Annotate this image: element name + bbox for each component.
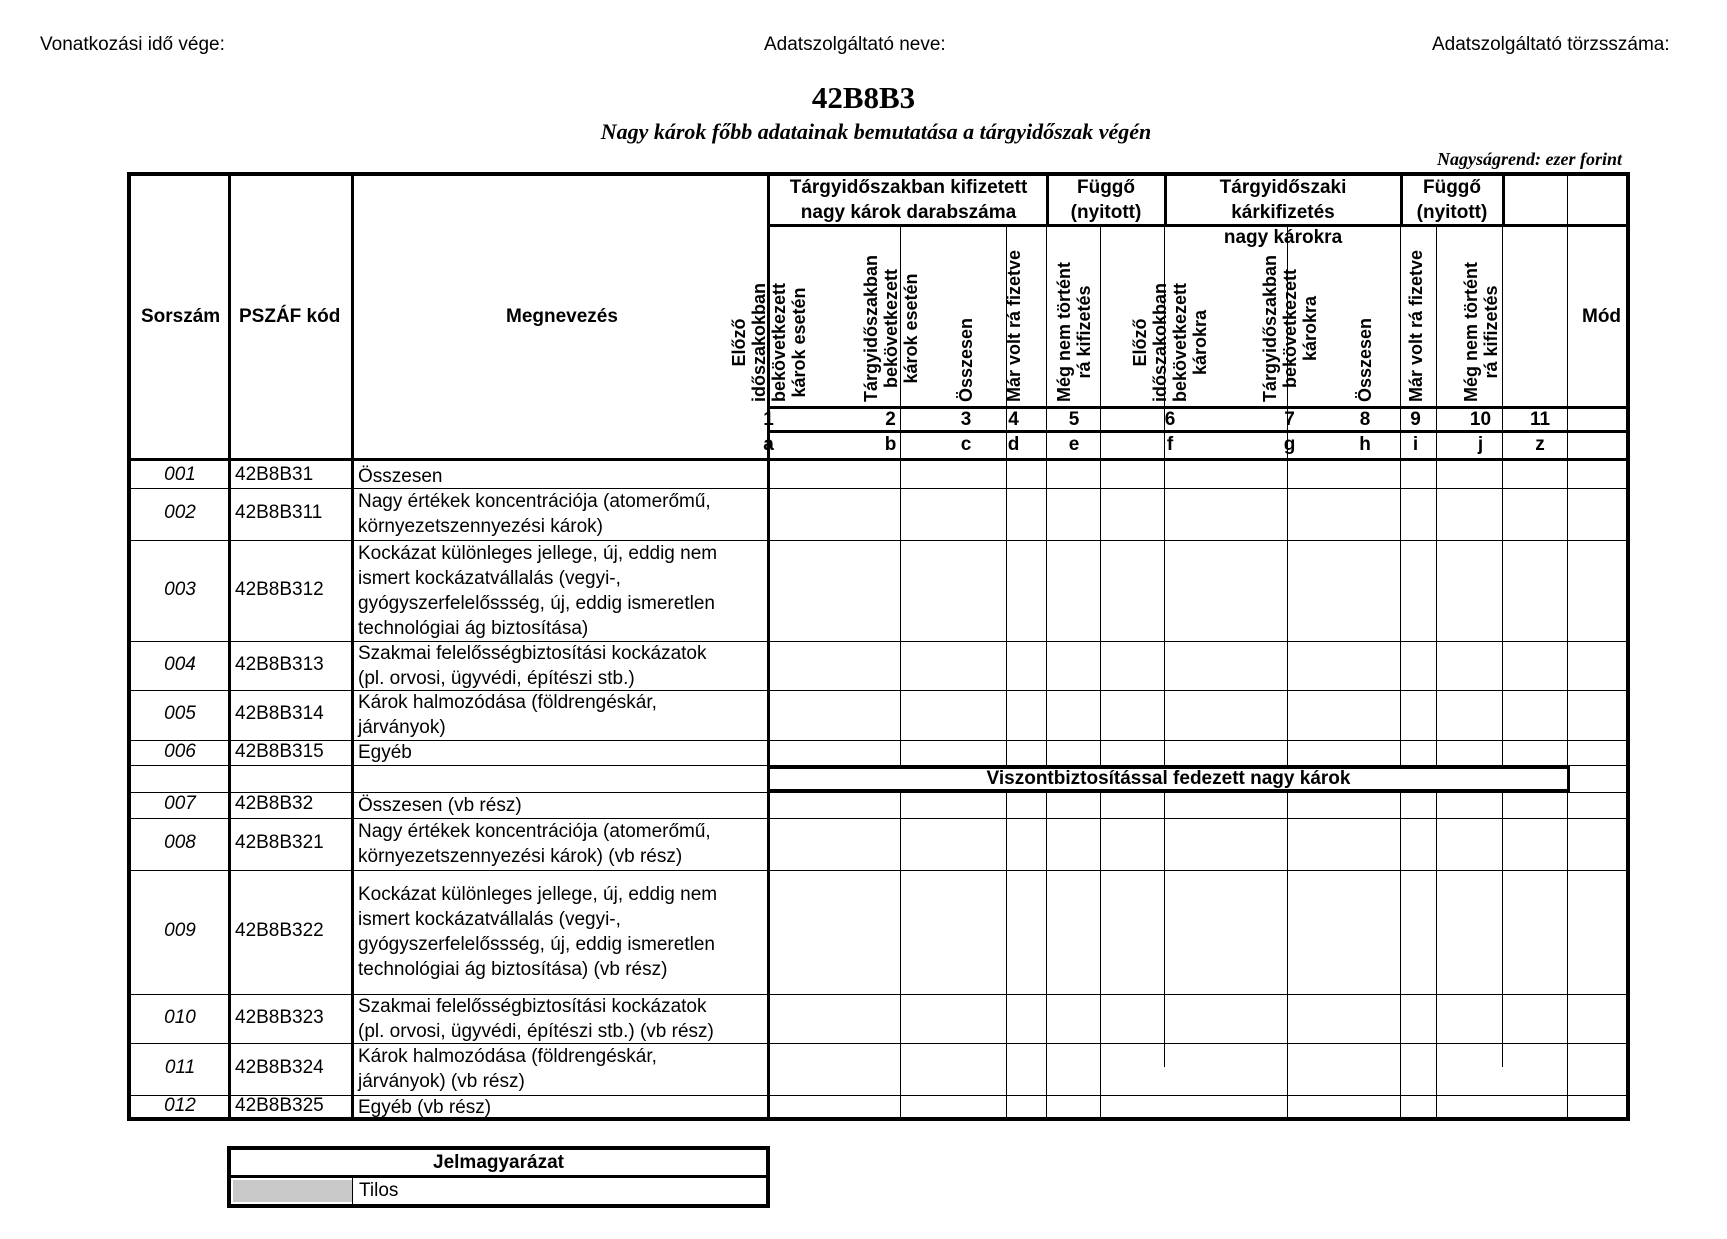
row-megnevezes bbox=[358, 740, 778, 765]
row-pszaf-kod: 42B8B325 bbox=[235, 1095, 324, 1116]
header-pszaf-kod: PSZÁF kód bbox=[239, 306, 341, 327]
row-megnevezes bbox=[358, 464, 778, 489]
column-header-6: Előző időszakokban bekövetkezett károkra bbox=[1130, 282, 1210, 402]
row-pszaf-kod: 42B8B324 bbox=[235, 1057, 324, 1078]
group-header-2: Függő (nyitott) bbox=[1070, 177, 1142, 223]
provider-id-label: Adatszolgáltató törzsszáma: bbox=[1432, 34, 1670, 55]
row-megnevezes bbox=[358, 793, 778, 818]
group-header-3: Tárgyidőszaki kárkifizetés nagy károkra bbox=[1219, 177, 1347, 248]
row-megnevezes bbox=[358, 641, 778, 691]
row-megnevezes-line: környezetszennyezési károk) (vb rész) bbox=[358, 846, 683, 867]
column-number-2: 2 bbox=[885, 409, 896, 430]
row-megnevezes-line: Károk halmozódása (földrengéskár, bbox=[358, 692, 657, 713]
row-sorszam: 009 bbox=[164, 920, 196, 941]
data-table bbox=[127, 172, 1630, 1121]
row-megnevezes-line: gyógyszerfelelőssség, új, eddig ismeretlen bbox=[358, 934, 715, 955]
column-letter-j: j bbox=[1477, 434, 1484, 455]
column-letter-h: h bbox=[1359, 434, 1371, 455]
row-pszaf-kod: 42B8B311 bbox=[235, 502, 323, 523]
row-megnevezes-line: Egyéb (vb rész) bbox=[358, 1097, 492, 1118]
column-number-1: 1 bbox=[763, 409, 774, 430]
header-mod: Mód bbox=[1582, 306, 1622, 327]
row-pszaf-kod: 42B8B313 bbox=[235, 653, 324, 675]
row-megnevezes-line: ismert kockázatvállalás (vegyi-, bbox=[358, 568, 621, 589]
row-megnevezes-line: Összesen bbox=[358, 466, 443, 487]
row-pszaf-kod: 42B8B323 bbox=[235, 1006, 324, 1028]
row-megnevezes-line: technológiai ág biztosítása) bbox=[358, 618, 589, 639]
row-pszaf-kod: 42B8B312 bbox=[235, 578, 324, 600]
row-megnevezes-line: Szakmai felelősségbiztosítási kockázatok bbox=[358, 643, 707, 664]
row-megnevezes bbox=[358, 690, 778, 740]
column-header-9: Már volt rá fizetve bbox=[1406, 249, 1426, 402]
row-megnevezes-line: ismert kockázatvállalás (vegyi-, bbox=[358, 909, 621, 930]
row-megnevezes-line: Kockázat különleges jellege, új, eddig nem bbox=[358, 884, 718, 905]
row-megnevezes-line: Nagy értékek koncentrációja (atomerőmű, bbox=[358, 821, 711, 842]
group-header-1: Tárgyidőszakban kifizetett nagy károk darabszáma bbox=[789, 177, 1028, 223]
row-megnevezes-line: környezetszennyezési károk) bbox=[358, 516, 603, 537]
row-megnevezes-line: (pl. orvosi, ügyvédi, építészi stb.) (vb rész) bbox=[358, 1021, 714, 1042]
column-number-10: 10 bbox=[1469, 409, 1492, 430]
row-sorszam: 001 bbox=[164, 464, 196, 485]
column-letter-g: g bbox=[1283, 434, 1296, 455]
column-number-8: 8 bbox=[1359, 409, 1371, 430]
column-letter-z: z bbox=[1535, 434, 1545, 455]
row-megnevezes-line: technológiai ág biztosítása) (vb rész) bbox=[358, 959, 668, 980]
column-header-4: Már volt rá fizetve bbox=[1004, 249, 1024, 402]
row-megnevezes-line: Kockázat különleges jellege, új, eddig nem bbox=[358, 543, 718, 564]
section-header: Viszontbiztosítással fedezett nagy károk bbox=[986, 768, 1351, 789]
form-subtitle: Nagy károk főbb adatainak bemutatása a tárgyidőszak végén bbox=[600, 119, 1152, 144]
column-header-8: Összesen bbox=[1355, 317, 1375, 402]
legend-title: Jelmagyarázat bbox=[433, 1152, 564, 1173]
row-sorszam: 011 bbox=[164, 1057, 196, 1078]
row-megnevezes bbox=[358, 882, 778, 982]
row-megnevezes-line: gyógyszerfelelőssség, új, eddig ismeretlen bbox=[358, 593, 715, 614]
row-sorszam: 008 bbox=[164, 832, 196, 853]
column-letter-c: c bbox=[960, 434, 972, 455]
row-megnevezes bbox=[358, 1044, 778, 1094]
column-letter-i: i bbox=[1412, 434, 1419, 455]
row-pszaf-kod: 42B8B322 bbox=[235, 920, 324, 941]
row-megnevezes bbox=[358, 994, 778, 1044]
row-sorszam: 012 bbox=[164, 1095, 196, 1116]
legend bbox=[227, 1146, 770, 1208]
column-letter-e: e bbox=[1068, 434, 1080, 455]
row-megnevezes bbox=[358, 489, 778, 539]
row-sorszam: 005 bbox=[164, 703, 196, 724]
row-pszaf-kod: 42B8B314 bbox=[235, 703, 324, 724]
header-megnevezes: Megnevezés bbox=[506, 306, 618, 327]
column-number-5: 5 bbox=[1068, 409, 1080, 430]
row-sorszam: 002 bbox=[164, 502, 196, 523]
row-megnevezes-line: Összesen (vb rész) bbox=[358, 795, 522, 816]
column-letter-a: a bbox=[763, 434, 774, 455]
column-header-10: Még nem történt rá kifizetés bbox=[1461, 261, 1501, 402]
row-pszaf-kod: 42B8B315 bbox=[235, 740, 324, 762]
column-header-2: Tárgyidőszakban bekövetkezett károk esetén bbox=[861, 254, 921, 402]
column-number-3: 3 bbox=[960, 409, 972, 430]
column-header-3: Összesen bbox=[956, 317, 976, 402]
column-number-9: 9 bbox=[1410, 409, 1421, 430]
header-sorszam: Sorszám bbox=[141, 306, 221, 327]
form-code: 42B8B3 bbox=[811, 80, 916, 115]
column-letter-f: f bbox=[1166, 434, 1174, 455]
row-megnevezes bbox=[358, 541, 778, 641]
row-sorszam: 010 bbox=[164, 1006, 196, 1028]
row-megnevezes bbox=[358, 1095, 778, 1120]
column-number-11: 11 bbox=[1529, 409, 1551, 430]
column-number-7: 7 bbox=[1284, 409, 1295, 430]
row-megnevezes-line: Egyéb bbox=[358, 742, 412, 763]
column-letter-b: b bbox=[884, 434, 897, 455]
provider-name-label: Adatszolgáltató neve: bbox=[764, 34, 946, 55]
column-number-6: 6 bbox=[1164, 409, 1176, 430]
column-header-1: Előző időszakokban bekövetkezett károk esetén bbox=[729, 282, 809, 402]
row-megnevezes-line: járványok) (vb rész) bbox=[358, 1071, 525, 1092]
row-megnevezes-line: (pl. orvosi, ügyvédi, építészi stb.) bbox=[358, 668, 635, 689]
column-header-5: Még nem történt rá kifizetés bbox=[1054, 261, 1094, 402]
row-sorszam: 004 bbox=[164, 653, 196, 675]
row-pszaf-kod: 42B8B321 bbox=[235, 832, 324, 853]
column-header-7: Tárgyidőszakban bekövetkezett károkra bbox=[1260, 254, 1320, 402]
reference-period-end-label: Vonatkozási idő vége: bbox=[40, 34, 225, 55]
row-sorszam: 003 bbox=[164, 578, 196, 600]
row-megnevezes bbox=[358, 819, 778, 869]
unit-label: Nagyságrend: ezer forint bbox=[1437, 149, 1622, 169]
row-megnevezes-line: Nagy értékek koncentrációja (atomerőmű, bbox=[358, 491, 711, 512]
row-megnevezes-line: Szakmai felelősségbiztosítási kockázatok bbox=[358, 996, 707, 1017]
column-number-4: 4 bbox=[1008, 409, 1019, 430]
group-header-4: Függő (nyitott) bbox=[1416, 177, 1488, 223]
row-pszaf-kod: 42B8B32 bbox=[235, 793, 314, 814]
row-sorszam: 007 bbox=[164, 793, 196, 814]
row-pszaf-kod: 42B8B31 bbox=[235, 464, 314, 485]
column-letter-d: d bbox=[1007, 434, 1020, 455]
legend-swatch-tilos bbox=[233, 1180, 352, 1202]
row-megnevezes-line: járványok) bbox=[358, 717, 446, 738]
row-megnevezes-line: Károk halmozódása (földrengéskár, bbox=[358, 1046, 657, 1067]
row-sorszam: 006 bbox=[164, 740, 196, 762]
legend-label-tilos: Tilos bbox=[359, 1180, 399, 1201]
